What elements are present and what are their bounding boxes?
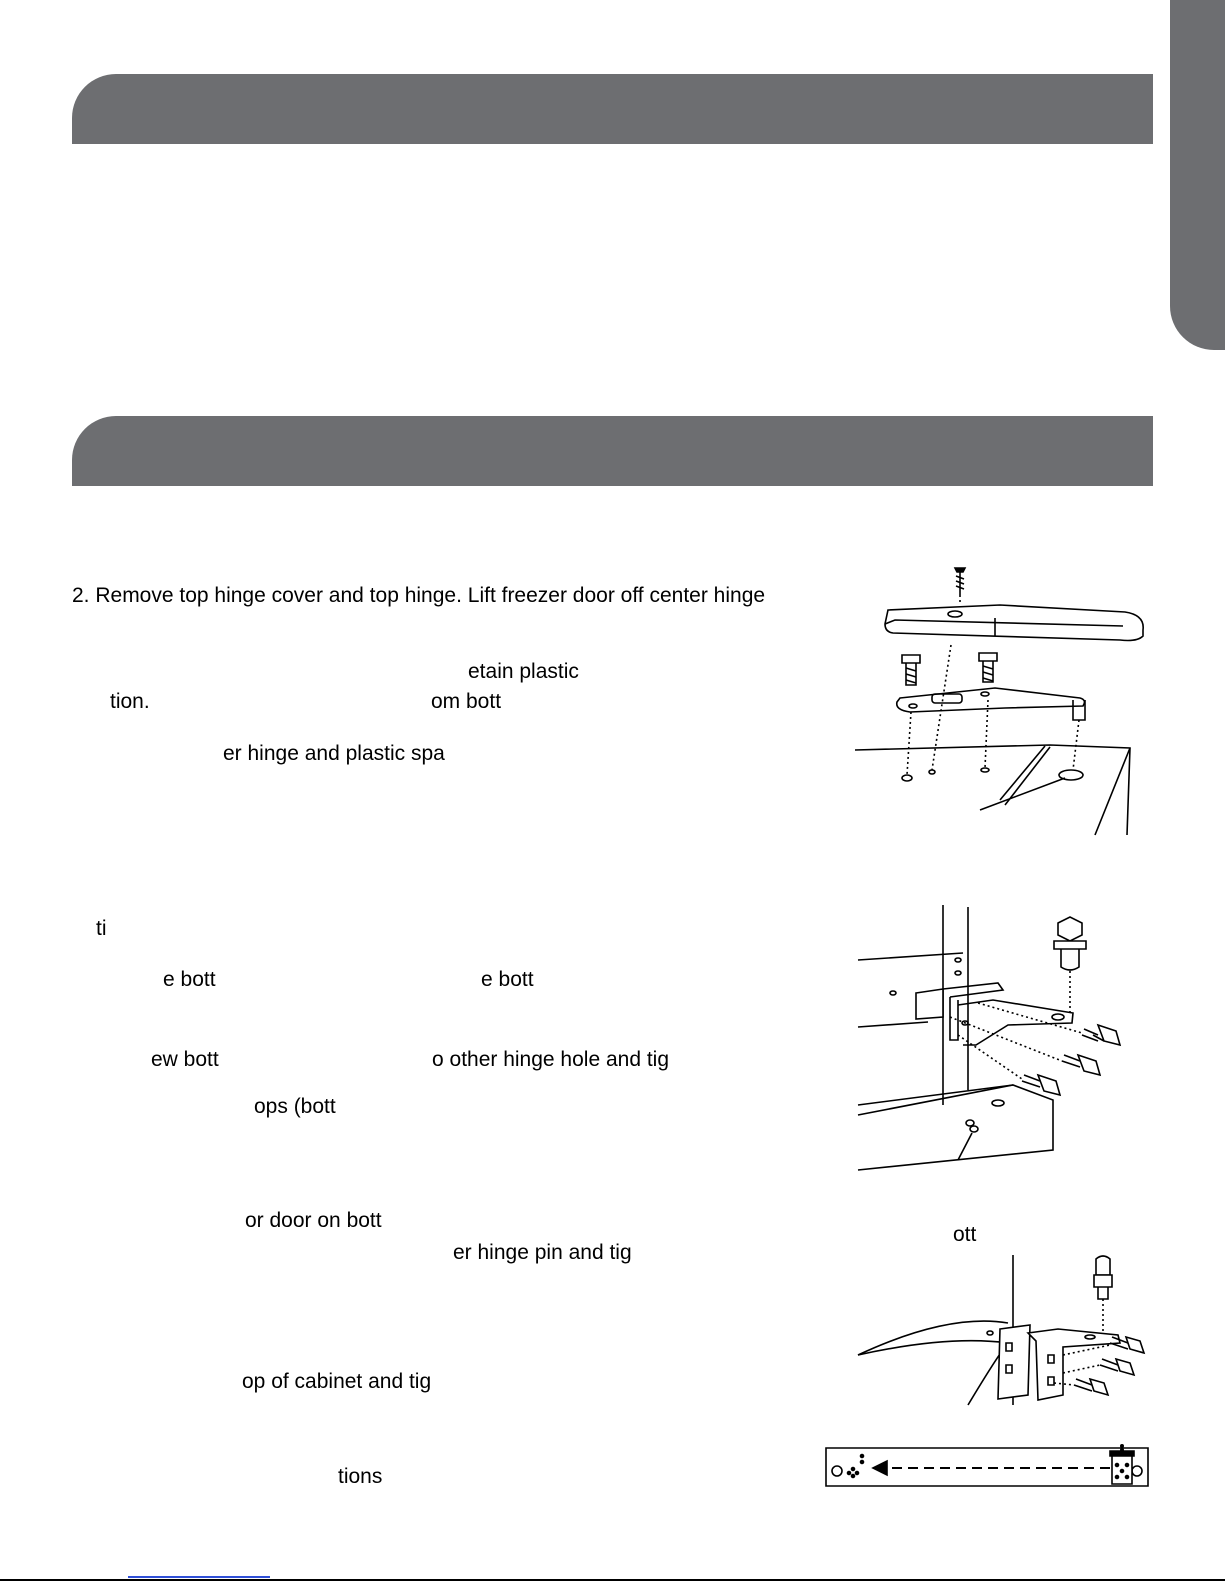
- text-fragment: op of cabinet and tig: [242, 1370, 432, 1393]
- section-band-2: [72, 416, 1153, 486]
- text-fragment: etain plastic: [468, 660, 579, 683]
- text-fragment: tions: [338, 1465, 383, 1488]
- text-fragment: e bott: [163, 968, 216, 991]
- text-fragment: o other hinge hole and tig: [432, 1048, 670, 1071]
- top-hinge-diagram-icon: [855, 560, 1155, 845]
- bottom-hinge-diagram-icon: [858, 1255, 1158, 1405]
- side-tab: [1170, 0, 1225, 350]
- step-2-text: 2. Remove top hinge cover and top hinge. Lift freezer door off center hinge: [72, 584, 766, 607]
- text-fragment: er hinge pin and tig: [453, 1241, 632, 1264]
- footer-link-underline[interactable]: [128, 1576, 270, 1578]
- center-hinge-diagram-icon: [858, 905, 1158, 1185]
- footer-rule: [0, 1579, 1225, 1581]
- text-fragment: or door on bott: [245, 1209, 382, 1232]
- text-fragment: ops (bott: [254, 1095, 336, 1118]
- text-fragment: tion.: [110, 690, 150, 713]
- text-fragment: ew bott: [151, 1048, 219, 1071]
- section-band-1: [72, 74, 1153, 144]
- text-fragment: om bott: [431, 690, 502, 713]
- text-fragment: ti: [96, 917, 107, 940]
- text-fragment: ott: [953, 1223, 977, 1246]
- door-stop-diagram-icon: [825, 1445, 1150, 1490]
- text-fragment: e bott: [481, 968, 534, 991]
- text-fragment: er hinge and plastic spa: [223, 742, 445, 765]
